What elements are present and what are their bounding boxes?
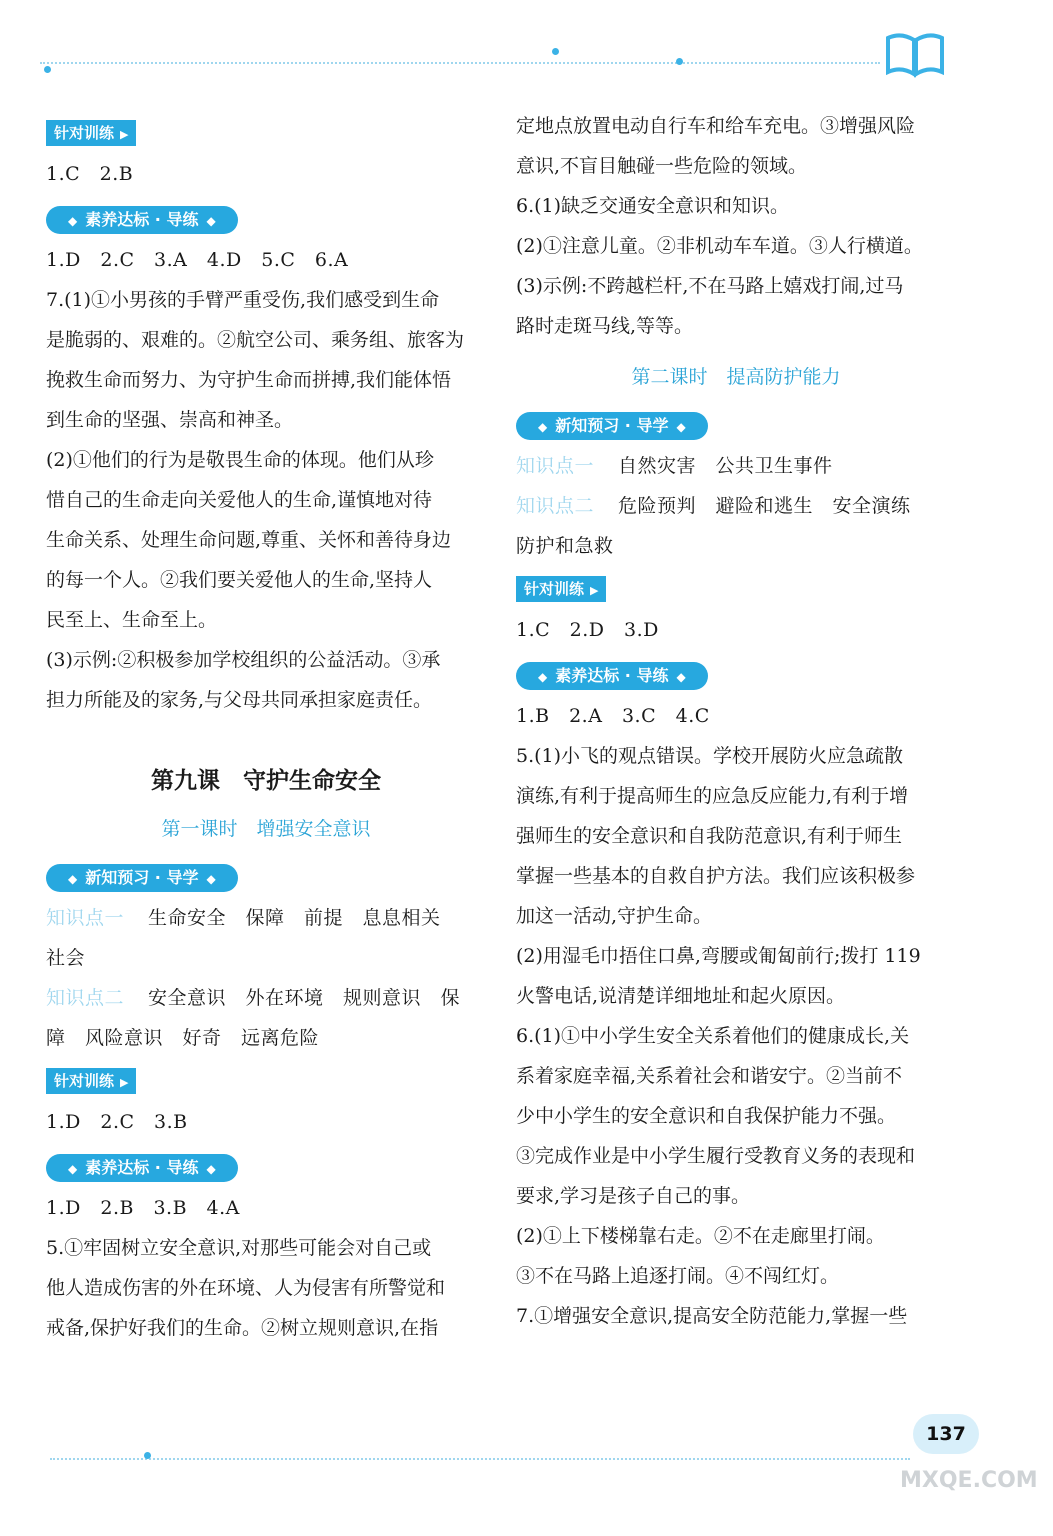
- answer-line: (2)①上下楼梯靠右走。②不在走廊里打闹。: [516, 1225, 885, 1247]
- knowledge-point-line: [46, 978, 486, 1018]
- section-label-training: 针对训练 ▶: [516, 576, 606, 602]
- knowledge-point-line: [516, 446, 956, 486]
- knowledge-point-line: 防护和急救: [516, 535, 614, 557]
- watermark: MXQE.COM: [900, 1468, 1038, 1493]
- deco-dot: [676, 58, 683, 65]
- answer-line: 1.C 2.D 3.D: [516, 619, 659, 641]
- answer-line: 担力所能及的家务,与父母共同承担家庭责任。: [46, 689, 433, 711]
- open-book-icon: [884, 28, 946, 78]
- answer-line: 要求,学习是孩子自己的事。: [516, 1185, 751, 1207]
- knowledge-point-label: 知识点二: [46, 987, 125, 1009]
- answer-line: (2)用湿毛巾捂住口鼻,弯腰或匍匐前行;拨打 119: [516, 945, 921, 967]
- page-number: 137: [913, 1414, 979, 1454]
- answer-line: 系着家庭幸福,关系着社会和谐安宁。②当前不: [516, 1065, 903, 1087]
- answer-line: (2)①他们的行为是敬畏生命的体现。他们从珍: [46, 449, 434, 471]
- answer-line: 加这一活动,守护生命。: [516, 905, 713, 927]
- knowledge-point-text: 危险预判 避险和逃生 安全演练: [618, 495, 911, 517]
- answer-line: 1.C 2.B: [46, 163, 134, 185]
- answer-line: 定地点放置电动自行车和给车充电。③增强风险: [516, 115, 916, 137]
- knowledge-point-line: [516, 486, 956, 526]
- knowledge-point-label: 知识点二: [516, 495, 595, 517]
- section-label-preview: ◆ 新知预习 · 导学 ◆: [46, 864, 238, 892]
- answer-line: 6.(1)①中小学生安全关系着他们的健康成长,关: [516, 1025, 910, 1047]
- answer-line: 少中小学生的安全意识和自我保护能力不强。: [516, 1105, 897, 1127]
- knowledge-point-line: 障 风险意识 好奇 远离危险: [46, 1027, 320, 1049]
- right-column: [516, 106, 956, 1336]
- answer-line: 1.D 2.B 3.B 4.A: [46, 1197, 240, 1219]
- answer-line: 1.B 2.A 3.C 4.C: [516, 705, 710, 727]
- answer-line: 5.(1)小飞的观点错误。学校开展防火应急疏散: [516, 745, 904, 767]
- period-title: 第二课时 提高防护能力: [631, 366, 841, 388]
- left-column: [46, 110, 486, 1348]
- section-label-preview: ◆ 新知预习 · 导学 ◆: [516, 412, 708, 440]
- section-label-literacy: ◆ 素养达标 · 导练 ◆: [46, 1154, 238, 1182]
- top-dotted-rule: [40, 62, 880, 68]
- knowledge-point-text: 自然灾害 公共卫生事件: [618, 455, 833, 477]
- answer-line: 6.(1)缺乏交通安全意识和知识。: [516, 195, 790, 217]
- knowledge-point-label: 知识点一: [516, 455, 595, 477]
- period-title: 第一课时 增强安全意识: [161, 818, 371, 840]
- knowledge-point-text: 安全意识 外在环境 规则意识 保: [148, 987, 461, 1009]
- answer-line: 火警电话,说清楚详细地址和起火原因。: [516, 985, 846, 1007]
- answer-line: 挽救生命而努力、为守护生命而拼搏,我们能体悟: [46, 369, 452, 391]
- answer-line: 掌握一些基本的自救自护方法。我们应该积极参: [516, 865, 916, 887]
- answer-line: (3)示例:②积极参加学校组织的公益活动。③承: [46, 649, 441, 671]
- knowledge-point-line: [46, 898, 486, 938]
- answer-line: 1.D 2.C 3.B: [46, 1111, 188, 1133]
- answer-line: ③不在马路上追逐打闹。④不闯红灯。: [516, 1265, 840, 1287]
- section-label-training: 针对训练 ▶: [46, 1068, 136, 1094]
- answer-line: 演练,有利于提高师生的应急反应能力,有利于增: [516, 785, 909, 807]
- answer-line: 生命关系、处理生命问题,尊重、关怀和善待身边: [46, 529, 452, 551]
- lesson-title: 第九课 守护生命安全: [151, 767, 381, 794]
- answer-line: 的每一个人。②我们要关爱他人的生命,坚持人: [46, 569, 433, 591]
- answer-line: 民至上、生命至上。: [46, 609, 218, 631]
- section-label-training: 针对训练 ▶: [46, 120, 136, 146]
- answer-line: 戒备,保护好我们的生命。②树立规则意识,在指: [46, 1317, 439, 1339]
- answer-line: 7.(1)①小男孩的手臂严重受伤,我们感受到生命: [46, 289, 440, 311]
- section-label-literacy: ◆ 素养达标 · 导练 ◆: [516, 662, 708, 690]
- bottom-dotted-rule: [50, 1458, 910, 1464]
- answer-line: 路时走斑马线,等等。: [516, 315, 694, 337]
- answer-line: 到生命的坚强、崇高和神圣。: [46, 409, 294, 431]
- answer-line: (3)示例:不跨越栏杆,不在马路上嬉戏打闹,过马: [516, 275, 904, 297]
- answer-line: 1.D 2.C 3.A 4.D 5.C 6.A: [46, 249, 349, 271]
- deco-dot: [552, 48, 559, 55]
- knowledge-point-label: 知识点一: [46, 907, 125, 929]
- answer-line: 惜自己的生命走向关爱他人的生命,谨慎地对待: [46, 489, 433, 511]
- answer-line: 5.①牢固树立安全意识,对那些可能会对自己或: [46, 1237, 432, 1259]
- answer-line: ③完成作业是中小学生履行受教育义务的表现和: [516, 1145, 916, 1167]
- answer-line: 他人造成伤害的外在环境、人为侵害有所警觉和: [46, 1277, 446, 1299]
- deco-dot: [144, 1452, 151, 1459]
- answer-line: 强师生的安全意识和自我防范意识,有利于师生: [516, 825, 903, 847]
- knowledge-point-text: 生命安全 保障 前提 息息相关: [148, 907, 441, 929]
- answer-line: 是脆弱的、艰难的。②航空公司、乘务组、旅客为: [46, 329, 465, 351]
- answer-line: 意识,不盲目触碰一些危险的领域。: [516, 155, 808, 177]
- knowledge-point-line: 社会: [46, 947, 86, 969]
- answer-line: 7.①增强安全意识,提高安全防范能力,掌握一些: [516, 1305, 908, 1327]
- answer-line: (2)①注意儿童。②非机动车车道。③人行横道。: [516, 235, 923, 257]
- deco-dot: [44, 66, 51, 73]
- section-label-literacy: ◆ 素养达标 · 导练 ◆: [46, 206, 238, 234]
